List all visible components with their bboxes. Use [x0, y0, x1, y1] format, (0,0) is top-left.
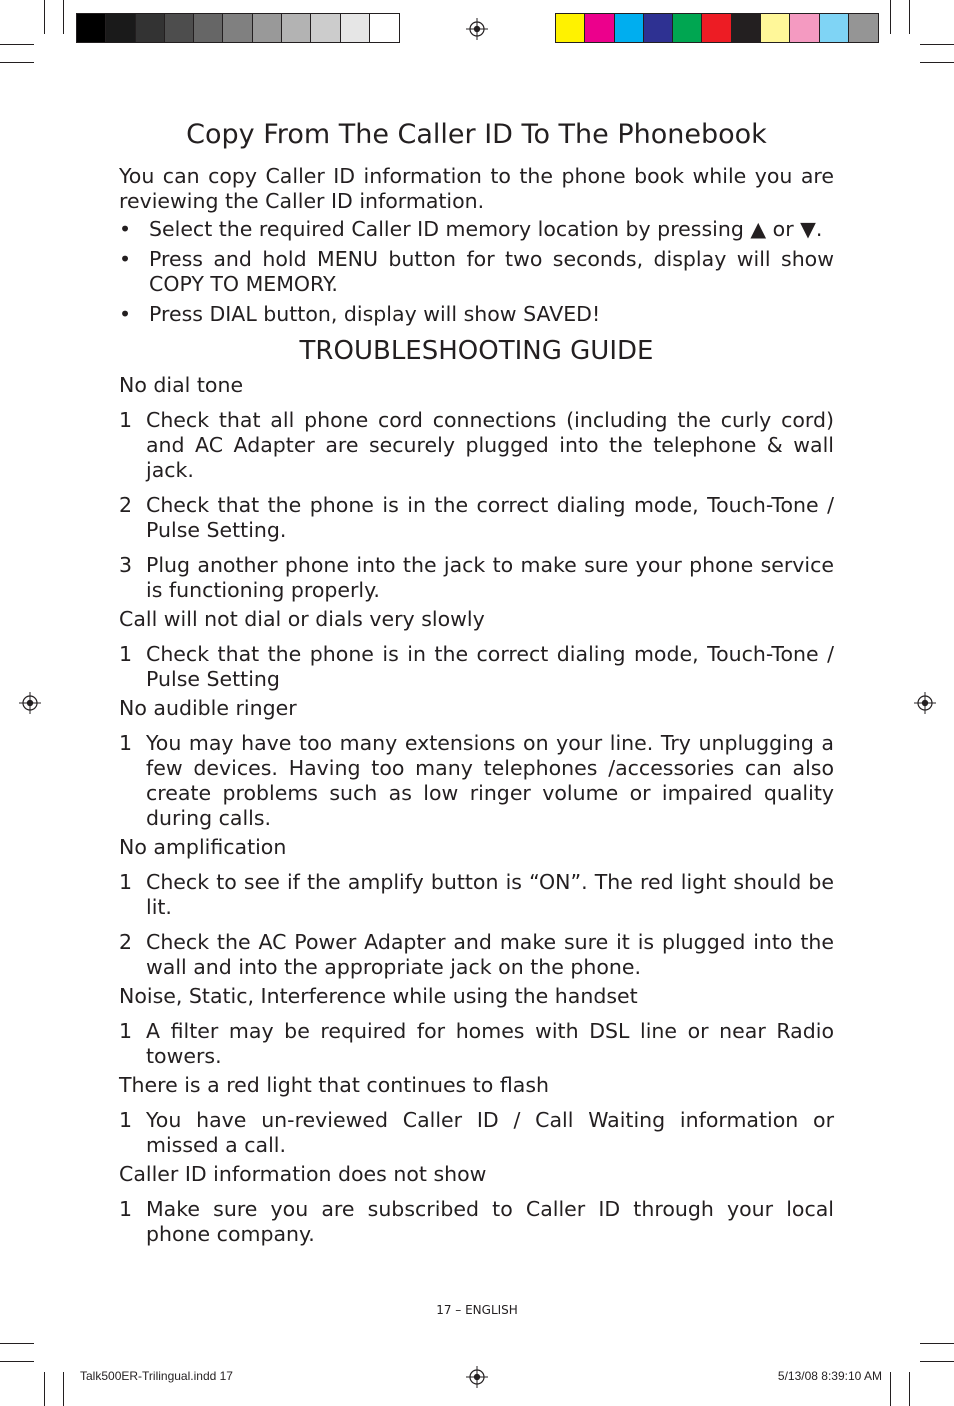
crop-mark: [890, 1372, 891, 1406]
solution-item: [119, 731, 834, 831]
color-swatch: [106, 14, 135, 42]
solution-number: 1: [119, 1197, 133, 1221]
section-title-troubleshooting: TROUBLESHOOTING GUIDE: [299, 336, 654, 366]
intro-paragraph: You can copy Caller ID information to the phone book while you are reviewing the Caller ID information.: [119, 164, 834, 213]
crop-mark: [0, 62, 34, 63]
solution-item: [119, 1108, 834, 1158]
problem-heading: No amplification: [119, 835, 287, 859]
bullet-mark: •: [119, 217, 132, 241]
crop-mark: [909, 0, 910, 34]
registration-mark-icon: [19, 692, 41, 714]
solution-text: Check that all phone cord connections (including the curly cord) and AC Adapter are securely plugged into the telephone & wall jack.: [146, 408, 834, 482]
color-swatch: [644, 14, 673, 42]
crop-mark: [63, 0, 64, 34]
registration-mark-icon: [466, 18, 488, 40]
solution-number: 1: [119, 731, 133, 755]
solution-text: You may have too many extensions on your line. Try unplugging a few devices. Having too many telephones /accessories can also create problems such as low ringer volume or impaired quality during calls.: [146, 731, 834, 830]
crop-mark: [909, 1372, 910, 1406]
registration-mark-icon: [466, 1366, 488, 1388]
color-swatch: [849, 14, 878, 42]
solution-item: [119, 493, 834, 543]
color-swatch: [732, 14, 761, 42]
color-swatch: [761, 14, 790, 42]
solution-number: 3: [119, 553, 133, 577]
color-swatch: [77, 14, 106, 42]
solution-text: A filter may be required for homes with DSL line or near Radio towers.: [146, 1019, 834, 1068]
solution-number: 2: [119, 930, 133, 954]
color-swatch: [165, 14, 194, 42]
problem-heading: No dial tone: [119, 373, 244, 397]
bullet-text: Press and hold MENU button for two seconds, display will show COPY TO MEMORY.: [149, 247, 834, 296]
bullet-item: [119, 302, 834, 327]
registration-mark-icon: [914, 692, 936, 714]
problem-heading: There is a red light that continues to flash: [119, 1073, 549, 1097]
solution-number: 1: [119, 1108, 133, 1132]
page-number-label: 17 – ENGLISH: [436, 1303, 518, 1317]
crop-mark: [63, 1372, 64, 1406]
solution-text: Check that the phone is in the correct dialing mode, Touch-Tone / Pulse Setting.: [146, 493, 834, 542]
problem-heading: Noise, Static, Interference while using the handset: [119, 984, 638, 1008]
process-color-bar: [555, 13, 879, 43]
color-swatch: [282, 14, 311, 42]
color-swatch: [820, 14, 849, 42]
color-swatch: [223, 14, 252, 42]
crop-mark: [0, 44, 34, 45]
solution-item: [119, 870, 834, 920]
bullet-text: Press DIAL button, display will show SAVED!: [149, 302, 601, 326]
crop-mark: [44, 0, 45, 34]
crop-mark: [0, 1343, 34, 1344]
crop-mark: [920, 62, 954, 63]
bullet-text: Select the required Caller ID memory location by pressing ▲ or ▼.: [149, 217, 823, 241]
solution-text: Check the AC Power Adapter and make sure it is plugged into the wall and into the appropriate jack on the phone.: [146, 930, 834, 979]
problem-heading: Call will not dial or dials very slowly: [119, 607, 485, 631]
problem-heading: Caller ID information does not show: [119, 1162, 487, 1186]
bullet-item: [119, 247, 834, 297]
color-swatch: [370, 14, 399, 42]
color-swatch: [790, 14, 819, 42]
section-title-copy-caller-id: Copy From The Caller ID To The Phonebook: [186, 119, 767, 150]
solution-text: Check that the phone is in the correct dialing mode, Touch-Tone / Pulse Setting: [146, 642, 834, 691]
crop-mark: [890, 0, 891, 34]
solution-item: [119, 1019, 834, 1069]
page-content: [119, 118, 834, 1257]
crop-mark: [44, 1372, 45, 1406]
color-swatch: [253, 14, 282, 42]
bullet-mark: •: [119, 247, 132, 271]
crop-mark: [920, 1361, 954, 1362]
print-timestamp: 5/13/08 8:39:10 AM: [777, 1369, 882, 1383]
color-swatch: [136, 14, 165, 42]
color-swatch: [615, 14, 644, 42]
solution-item: [119, 553, 834, 603]
crop-mark: [920, 44, 954, 45]
color-swatch: [194, 14, 223, 42]
color-swatch: [341, 14, 370, 42]
crop-mark: [920, 1343, 954, 1344]
bullet-item: [119, 217, 834, 242]
color-swatch: [311, 14, 340, 42]
color-swatch: [673, 14, 702, 42]
solution-text: Check to see if the amplify button is “ON”. The red light should be lit.: [146, 870, 834, 919]
solution-text: Plug another phone into the jack to make sure your phone service is functioning properly.: [146, 553, 834, 602]
solution-item: [119, 930, 834, 980]
file-slug: Talk500ER-Trilingual.indd 17: [80, 1369, 233, 1383]
crop-mark: [0, 1361, 34, 1362]
solution-text: You have un-reviewed Caller ID / Call Waiting information or missed a call.: [146, 1108, 834, 1157]
color-swatch: [702, 14, 731, 42]
solution-text: Make sure you are subscribed to Caller ID through your local phone company.: [146, 1197, 834, 1246]
solution-item: [119, 408, 834, 483]
solution-number: 1: [119, 870, 133, 894]
grayscale-color-bar: [76, 13, 400, 43]
solution-number: 1: [119, 642, 133, 666]
color-swatch: [556, 14, 585, 42]
solution-item: [119, 1197, 834, 1247]
bullet-mark: •: [119, 302, 132, 326]
solution-number: 2: [119, 493, 133, 517]
solution-item: [119, 642, 834, 692]
solution-number: 1: [119, 408, 133, 432]
problem-heading: No audible ringer: [119, 696, 297, 720]
color-swatch: [585, 14, 614, 42]
solution-number: 1: [119, 1019, 133, 1043]
